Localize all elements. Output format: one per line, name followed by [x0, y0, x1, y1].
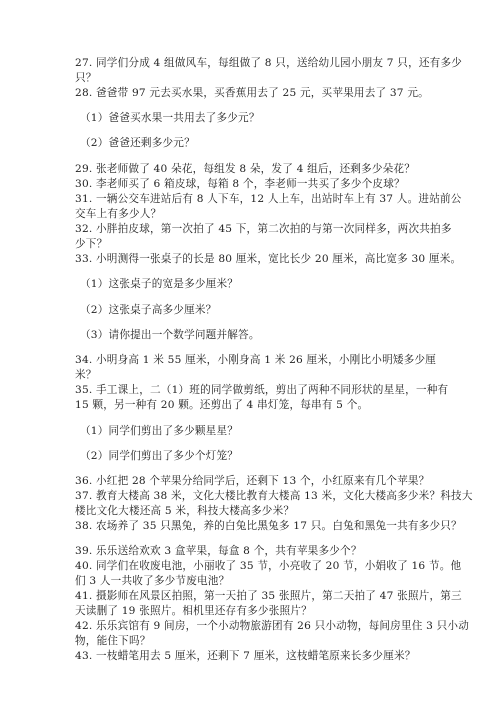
problem-40-line-1: 40. 同学们在收废电池，小丽收了 35 节，小亮收了 20 节，小娟收了 16 节。他: [75, 560, 462, 572]
problem-28-part-2: （2）爸爸还剩多少元？: [80, 137, 195, 149]
problem-33: 33. 小明测得一张桌子的长是 80 厘米，宽比长少 20 厘米，高比宽多 30 厘米。: [75, 253, 462, 265]
problem-36: 36. 小红把 28 个苹果分给同学后，还剩下 13 个，小红原来有几个苹果？: [75, 475, 430, 487]
problem-27-line-2: 只？: [75, 72, 97, 84]
problem-32-line-1: 32. 小胖拍皮球，第一次拍了 45 下，第二次拍的与第一次同样多，两次共拍多: [75, 223, 452, 235]
problem-41-line-1: 41. 摄影师在风景区拍照，第一天拍了 35 张照片，第二天拍了 47 张照片，第三: [75, 590, 462, 602]
problem-35-part-1: （1）同学们剪出了多少颗星星？: [80, 425, 239, 437]
problem-37-line-2: 楼比文化大楼还高 5 米，科技大楼高多少米？: [75, 505, 295, 517]
problem-29: 29. 张老师做了 40 朵花，每组发 8 朵，发了 4 组后，还剩多少朵花？: [75, 163, 416, 175]
problem-34-line-1: 34. 小明身高 1 米 55 厘米，小刚身高 1 米 26 厘米，小刚比小明矮多少厘: [75, 354, 437, 366]
problem-31-line-2: 交车上有多少人？: [75, 208, 162, 220]
problem-28: 28. 爸爸带 97 元去买水果，买香蕉用去了 25 元，买苹果用去了 37 元。: [75, 87, 429, 99]
problem-27-line-1: 27. 同学们分成 4 组做风车，每组做了 8 只，送给幼儿园小朋友 7 只，还有多少: [75, 57, 463, 69]
problem-43: 43. 一枝蜡笔用去 5 厘米，还剩下 7 厘米，这枝蜡笔原来长多少厘米？: [75, 650, 416, 662]
problem-33-part-3: （3）请你提出一个数学问题并解答。: [80, 329, 260, 341]
problem-40-line-2: 们 3 人一共收了多少节废电池？: [75, 575, 230, 587]
problem-33-part-1: （1）这张桌子的宽是多少厘米？: [80, 278, 239, 290]
problem-39: 39. 乐乐送给欢欢 3 盒苹果，每盒 8 个，共有苹果多少个？: [75, 545, 362, 557]
problem-42-line-2: 物，能住下吗？: [75, 635, 151, 647]
problem-35-part-2: （2）同学们剪出了多少个灯笼？: [80, 450, 239, 462]
problem-34-line-2: 米？: [75, 369, 97, 381]
problem-35-line-2: 15 颗，另一种有 20 颗。还剪出了 4 串灯笼，每串有 5 个。: [75, 399, 369, 411]
problem-37-line-1: 37. 教育大楼高 38 米，文化大楼比教育大楼高 13 米，文化大楼高多少米？科技大: [75, 490, 473, 502]
problem-32-line-2: 少下？: [75, 238, 108, 250]
problem-28-part-1: （1）爸爸买水果一共用去了多少元？: [80, 112, 260, 124]
problem-33-part-2: （2）这张桌子高多少厘米？: [80, 304, 217, 316]
problem-38: 38. 农场养了 35 只黑兔，养的白兔比黑兔多 17 只。白兔和黑兔一共有多少只？: [75, 520, 462, 532]
problem-31-line-1: 31. 一辆公交车进站后有 8 人下车，12 人上车，出站时车上有 37 人。进站前公: [75, 193, 462, 205]
problem-41-line-2: 天读删了 19 张照片。相机里还存有多少张照片？: [75, 605, 312, 617]
problem-42-line-1: 42. 乐乐宾馆有 9 间房，一个小动物旅游团有 26 只小动物，每间房里住 3 只小动: [75, 620, 469, 632]
problem-35-line-1: 35. 手工课上，二（1）班的同学做剪纸，剪出了两种不同形状的星星，一种有: [75, 384, 449, 396]
problem-30: 30. 李老师买了 6 箱皮球，每箱 8 个，李老师一共买了多少个皮球？: [75, 178, 405, 190]
